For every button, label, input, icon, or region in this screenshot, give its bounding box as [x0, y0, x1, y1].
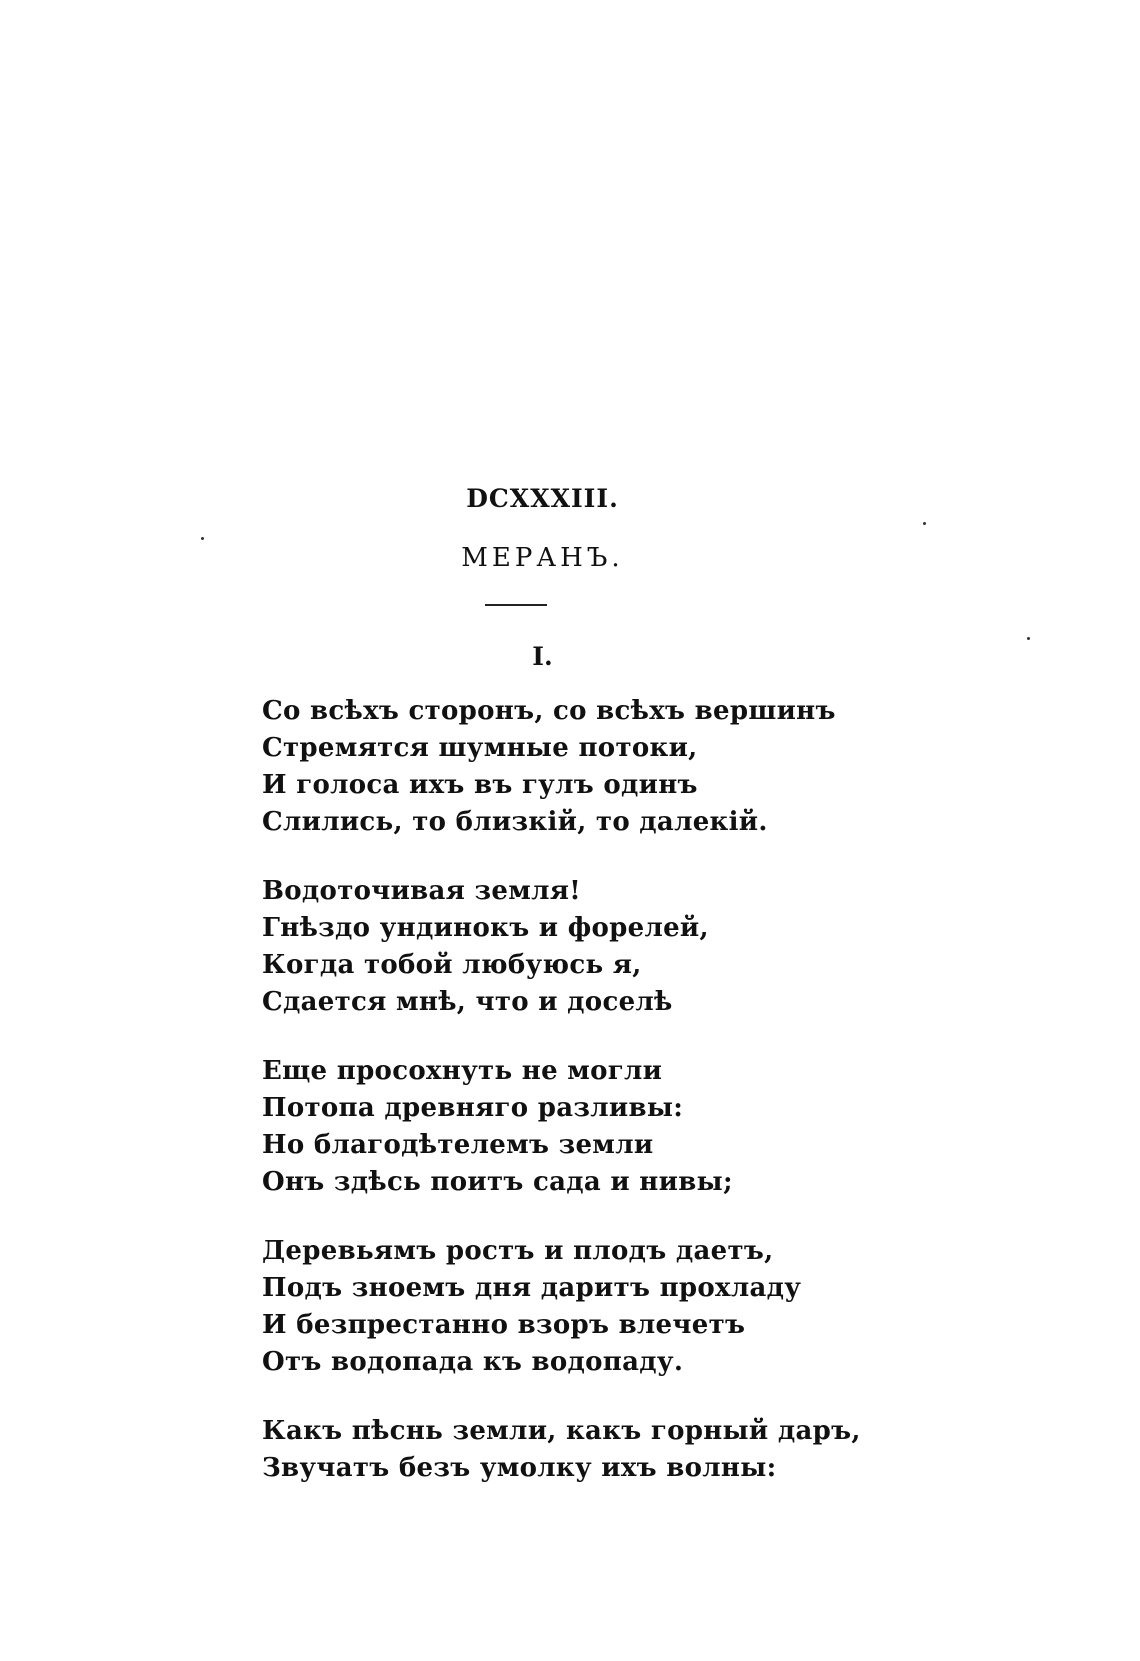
stanza	[262, 1233, 822, 1381]
title-divider	[485, 604, 547, 606]
poem-line: Стремятся шумные потоки,	[262, 733, 698, 763]
poem-line: Водоточивая земля!	[262, 876, 581, 906]
scan-speck	[923, 522, 926, 525]
stanza	[262, 693, 836, 841]
poem-line: Сдается мнѣ, что и доселѣ	[262, 987, 673, 1017]
poem-line: Но благодѣтелемъ земли	[262, 1130, 654, 1160]
poem-line: И голоса ихъ въ гулъ одинъ	[262, 770, 698, 800]
scan-speck	[201, 537, 204, 540]
stanza	[262, 873, 822, 1021]
poem-body	[262, 693, 861, 1519]
poem-line: Подъ зноемъ дня даритъ прохладу	[262, 1273, 802, 1303]
poem-line: Потопа древняго разливы:	[262, 1093, 684, 1123]
poem-line: Гнѣздо ундинокъ и форелей,	[262, 913, 709, 943]
poem-line: Деревьямъ ростъ и плодъ даетъ,	[262, 1236, 774, 1266]
poem-line: И безпрестанно взоръ влечетъ	[262, 1310, 746, 1340]
poem-line: Еще просохнуть не могли	[262, 1056, 663, 1086]
stanza	[262, 1053, 822, 1201]
poem-line: Какъ пѣснь земли, какъ горный даръ,	[262, 1416, 861, 1446]
stanza	[262, 1413, 861, 1487]
poem-line: Онъ здѣсь поитъ сада и нивы;	[262, 1167, 733, 1197]
part-number: I.	[532, 642, 553, 671]
poem-title: МЕРАНЪ.	[461, 543, 624, 573]
poem-line: Звучатъ безъ умолку ихъ волны:	[262, 1453, 777, 1483]
poem-line: Когда тобой любуюсь я,	[262, 950, 642, 980]
poem-line: Отъ водопада къ водопаду.	[262, 1347, 684, 1377]
scan-speck	[1027, 637, 1030, 640]
poem-number: DCXXXIII.	[466, 484, 619, 513]
poem-line: Со всѣхъ сторонъ, со всѣхъ вершинъ	[262, 696, 836, 726]
poem-line: Слились, то близкій, то далекій.	[262, 807, 768, 837]
